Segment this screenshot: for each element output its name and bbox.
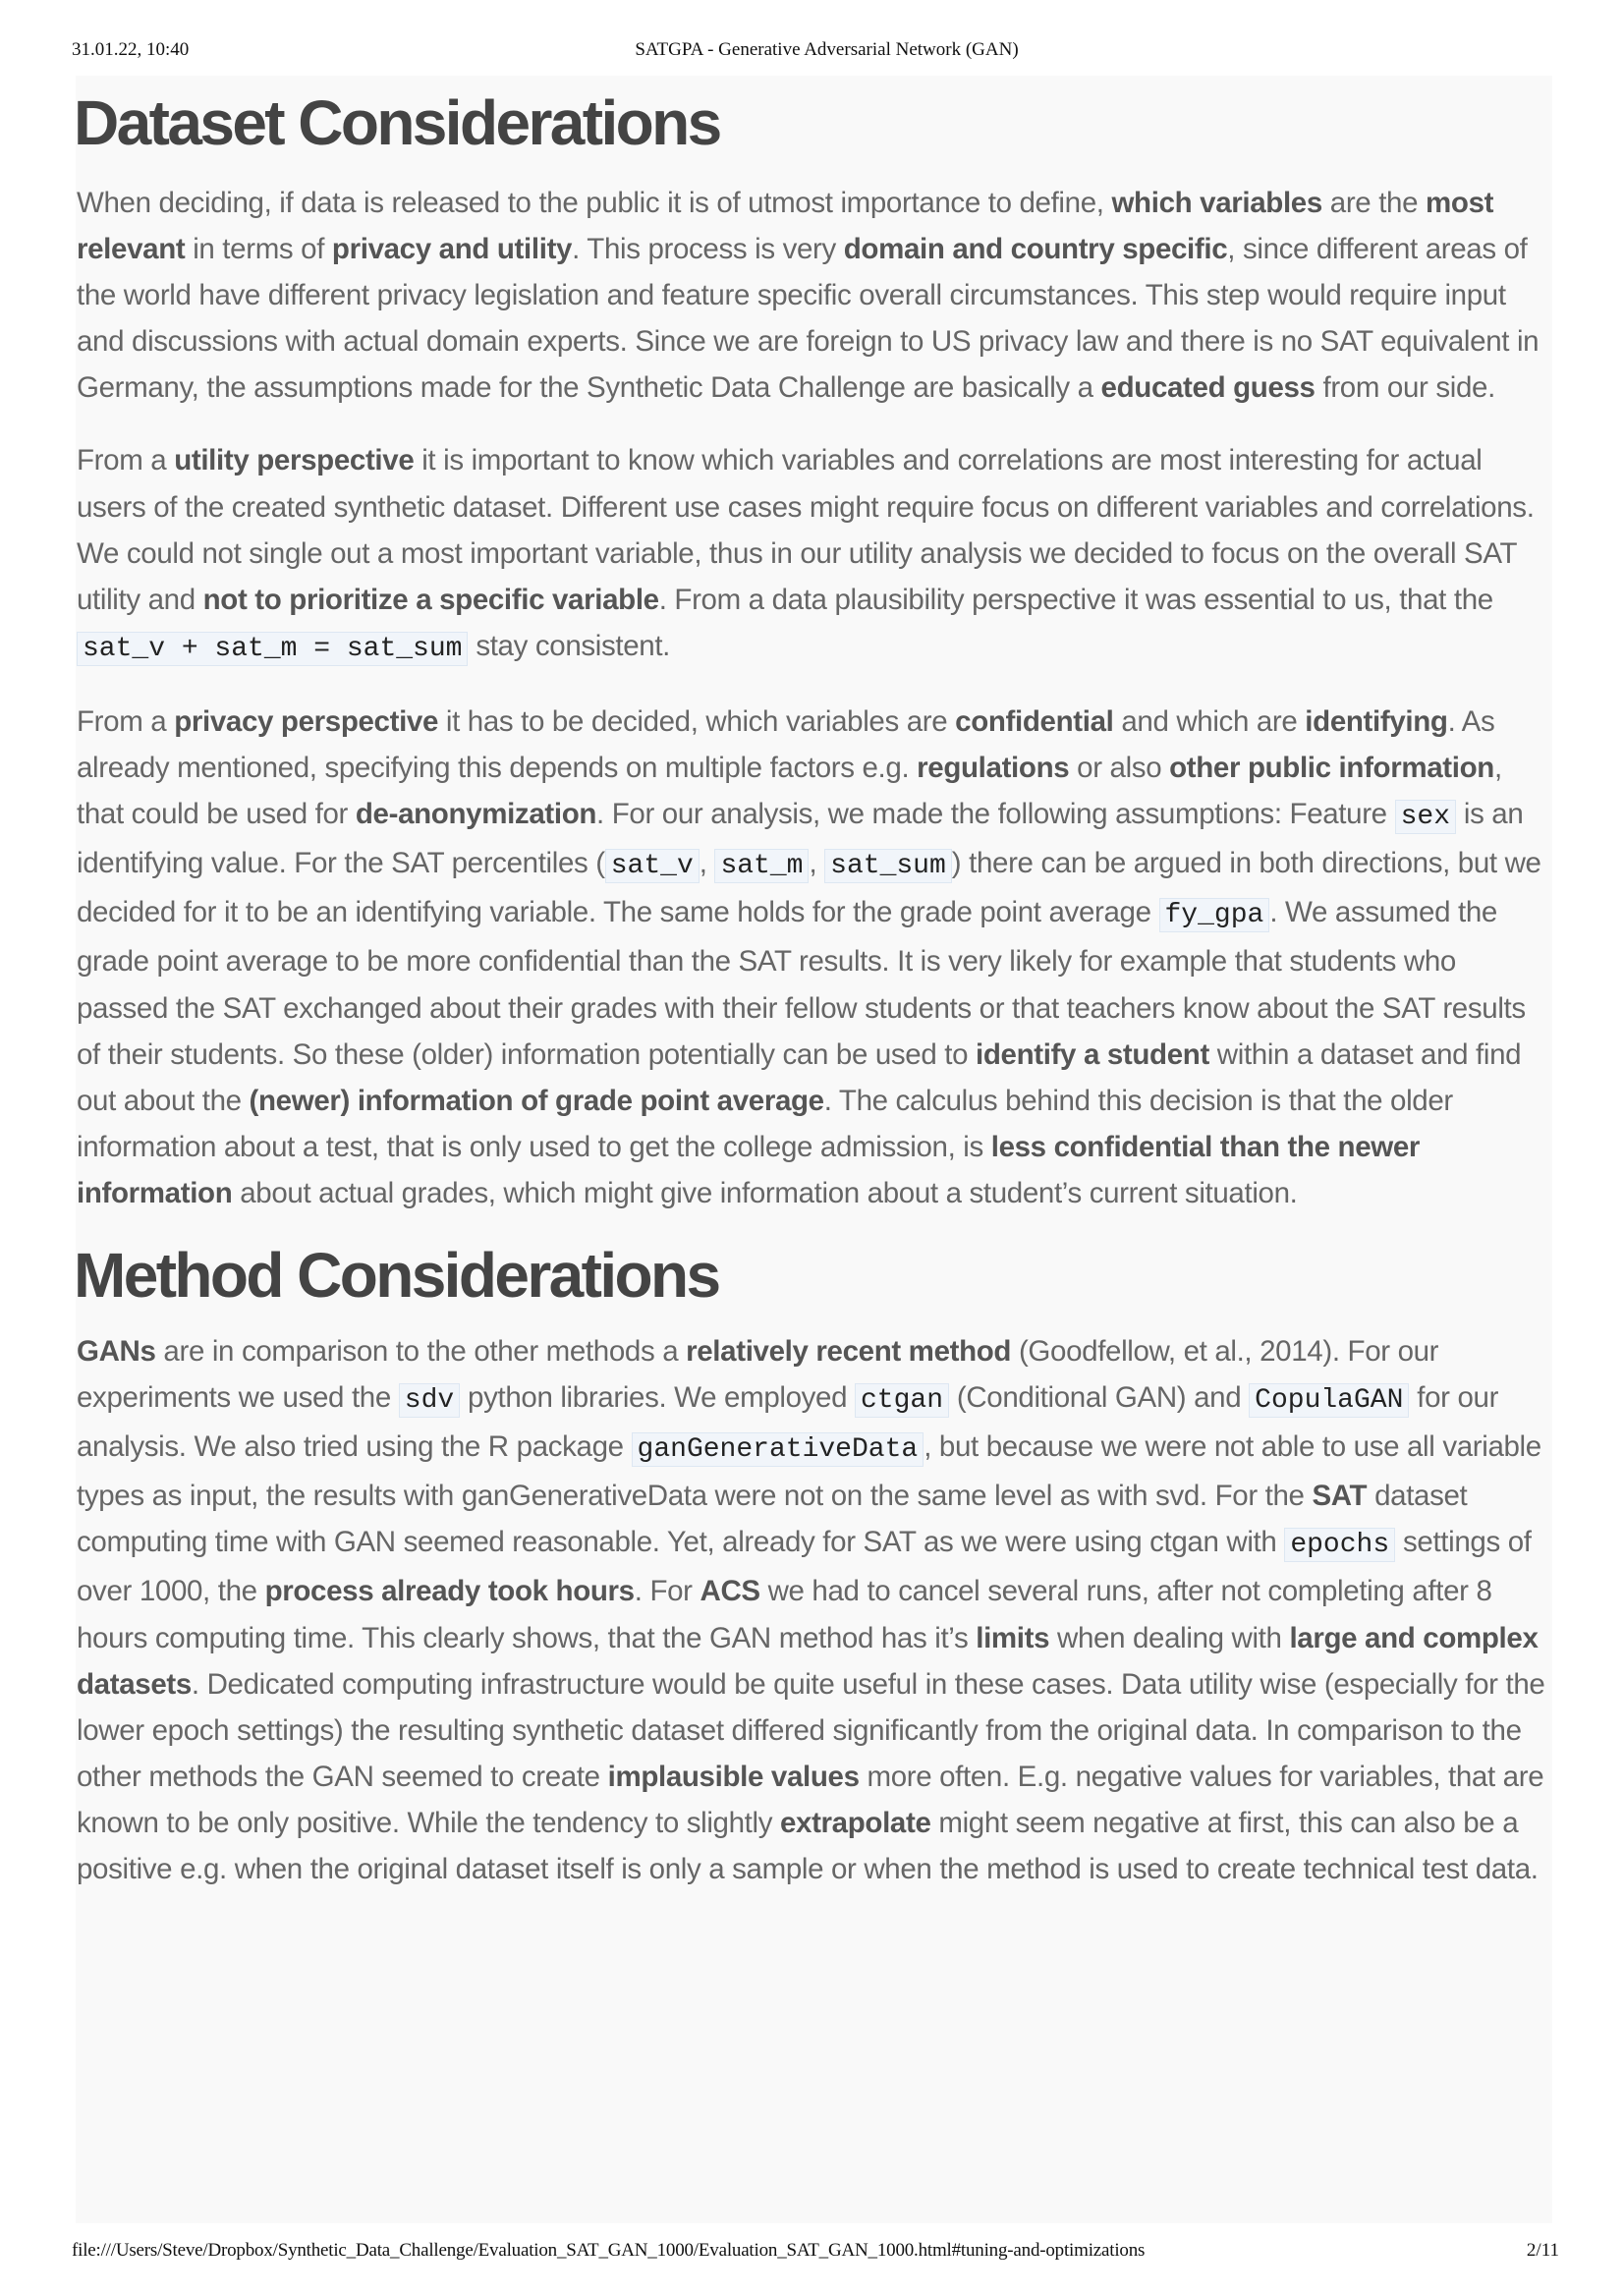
inline-code: sdv xyxy=(399,1383,460,1418)
bold-emphasis: most relevant xyxy=(77,187,1494,266)
print-footer xyxy=(0,2240,1624,2266)
inline-code: sex xyxy=(1395,800,1456,834)
document-content xyxy=(76,76,1552,2223)
bold-emphasis: other public information xyxy=(1169,752,1494,785)
bold-emphasis: identify a student xyxy=(976,1037,1209,1071)
bold-emphasis: privacy and utility xyxy=(331,233,573,266)
print-page-number: 2/11 xyxy=(1526,2240,1559,2261)
bold-emphasis: limits xyxy=(976,1621,1050,1654)
bold-emphasis: confidential xyxy=(955,704,1114,738)
print-datetime: 31.01.22, 10:40 xyxy=(72,39,190,60)
bold-emphasis: educated guess xyxy=(1100,371,1316,405)
inline-code: sat_v xyxy=(605,849,700,883)
paragraph-gan-method: GANs are in comparison to the other methods a relatively recent method (Goodfellow, et al., 2014). For our experiments we used the sdv python libraries. We employed ctgan (Conditional GAN) and CopulaGAN for our analysis. We also tried using the R package ganGenerativeData , but because we were not able to use all variable types as input, the results with ganGenerativeData were not on the same level as with svd. For the SAT dataset computing time with GAN seemed reasonable. Yet, already for SAT as we were using ctgan with epochs settings of over 1000, the process already took hours. For ACS we had to cancel several runs, after not completing after 8 hours computing time. This clearly shows, that the GAN method has it’s limits when dealing with large and complex datasets. Dedicated computing infrastructure would be quite useful in these cases. Data utility wise (especially for the lower epoch settings) the resulting synthetic dataset differed significantly from the original data. In comparison to the other methods the GAN seemed to create implausible values more often. E.g. negative values for variables, that are known to be only positive. While the tendency to slightly extrapolate might seem negative at first, this can also be a positive e.g. when the original dataset itself is only a sample or when the method is used to create technical test data. xyxy=(77,1334,1545,1885)
bold-emphasis: implausible values xyxy=(607,1760,860,1793)
bold-emphasis: not to prioritize a specific variable xyxy=(202,583,659,616)
bold-emphasis: (newer) information of grade point average xyxy=(249,1084,824,1117)
bold-emphasis: domain and country specific xyxy=(843,233,1228,266)
bold-emphasis: less confidential than the newer information xyxy=(77,1130,1421,1209)
bold-emphasis: large and complex datasets xyxy=(77,1621,1539,1701)
inline-code: sat_sum xyxy=(824,849,952,883)
paragraph-utility-perspective: From a utility perspective it is important to know which variables and correlations are most interesting for actual users of the created synthetic dataset. Different use cases might require focus on different variables and correlations. We could not single out a most important variable, thus in our utility analysis we decided to focus on the overall SAT utility and not to prioritize a specific variable. From a data plausibility perspective it was essential to us, that the sat_v + sat_m = sat_sum stay consistent. xyxy=(77,444,1535,664)
paragraph-privacy-perspective: From a privacy perspective it has to be decided, which variables are confidential and which are identifying. As already mentioned, specifying this depends on multiple factors e.g. regulations or also other public information, that could be used for de-anonymization. For our analysis, we made the following assumptions: Feature sex is an identifying value. For the SAT percentiles ( sat_v , sat_m , sat_sum ) there can be argued in both directions, but we decided for it to be an identifying variable. The same holds for the grade point average fy_gpa . We assumed the grade point average to be more confidential than the SAT results. It is very likely for example that students who passed the SAT exchanged about their grades with their fellow students or that teachers know about the SAT results of their students. So these (older) information potentially can be used to identify a student within a dataset and find out about the (newer) information of grade point average. The calculus behind this decision is that the older information about a test, that is only used to get the college admission, is less confidential than the newer information about actual grades, which might give information about a student’s current situation. xyxy=(77,704,1541,1209)
bold-emphasis: which variables xyxy=(1111,187,1322,219)
bold-emphasis: extrapolate xyxy=(779,1806,931,1839)
inline-code: sat_m xyxy=(714,849,809,883)
print-header xyxy=(0,39,1624,65)
inline-code: fy_gpa xyxy=(1159,898,1270,932)
section-heading-method-considerations: Method Considerations xyxy=(74,1239,719,1311)
bold-emphasis: SAT xyxy=(1312,1480,1368,1513)
inline-code: sat_v + sat_m = sat_sum xyxy=(77,632,468,666)
bold-emphasis: identifying xyxy=(1305,704,1448,738)
print-page-title: SATGPA - Generative Adversarial Network (GAN) xyxy=(635,39,1019,60)
bold-emphasis: GANs xyxy=(77,1334,156,1368)
paragraph-dataset-intro: When deciding, if data is released to the public it is of utmost importance to define, which variables are the most relevant in terms of privacy and utility. This process is very domain and country specific, since different areas of the world have different privacy legislation and feature specific overall circumstances. This step would require input and discussions with actual domain experts. Since we are foreign to US privacy law and there is no SAT equivalent in Germany, the assumptions made for the Synthetic Data Challenge are basically a educated guess from our side. xyxy=(77,187,1540,405)
inline-code: ctgan xyxy=(855,1383,949,1418)
bold-emphasis: ACS xyxy=(700,1575,760,1608)
bold-emphasis: privacy perspective xyxy=(174,704,439,738)
section-heading-dataset-considerations: Dataset Considerations xyxy=(74,87,720,158)
bold-emphasis: de-anonymization xyxy=(355,798,597,831)
bold-emphasis: regulations xyxy=(917,752,1070,785)
bold-emphasis: process already took hours xyxy=(264,1575,635,1608)
bold-emphasis: relatively recent method xyxy=(686,1334,1012,1368)
inline-code: ganGenerativeData xyxy=(632,1432,924,1467)
print-url: file:///Users/Steve/Dropbox/Synthetic_Data_Challenge/Evaluation_SAT_GAN_1000/Evaluation_SAT_GAN_1000.html#tuning-and-optimizations xyxy=(72,2240,1146,2261)
inline-code: CopulaGAN xyxy=(1249,1383,1409,1418)
bold-emphasis: utility perspective xyxy=(174,444,415,477)
inline-code: epochs xyxy=(1284,1528,1395,1562)
